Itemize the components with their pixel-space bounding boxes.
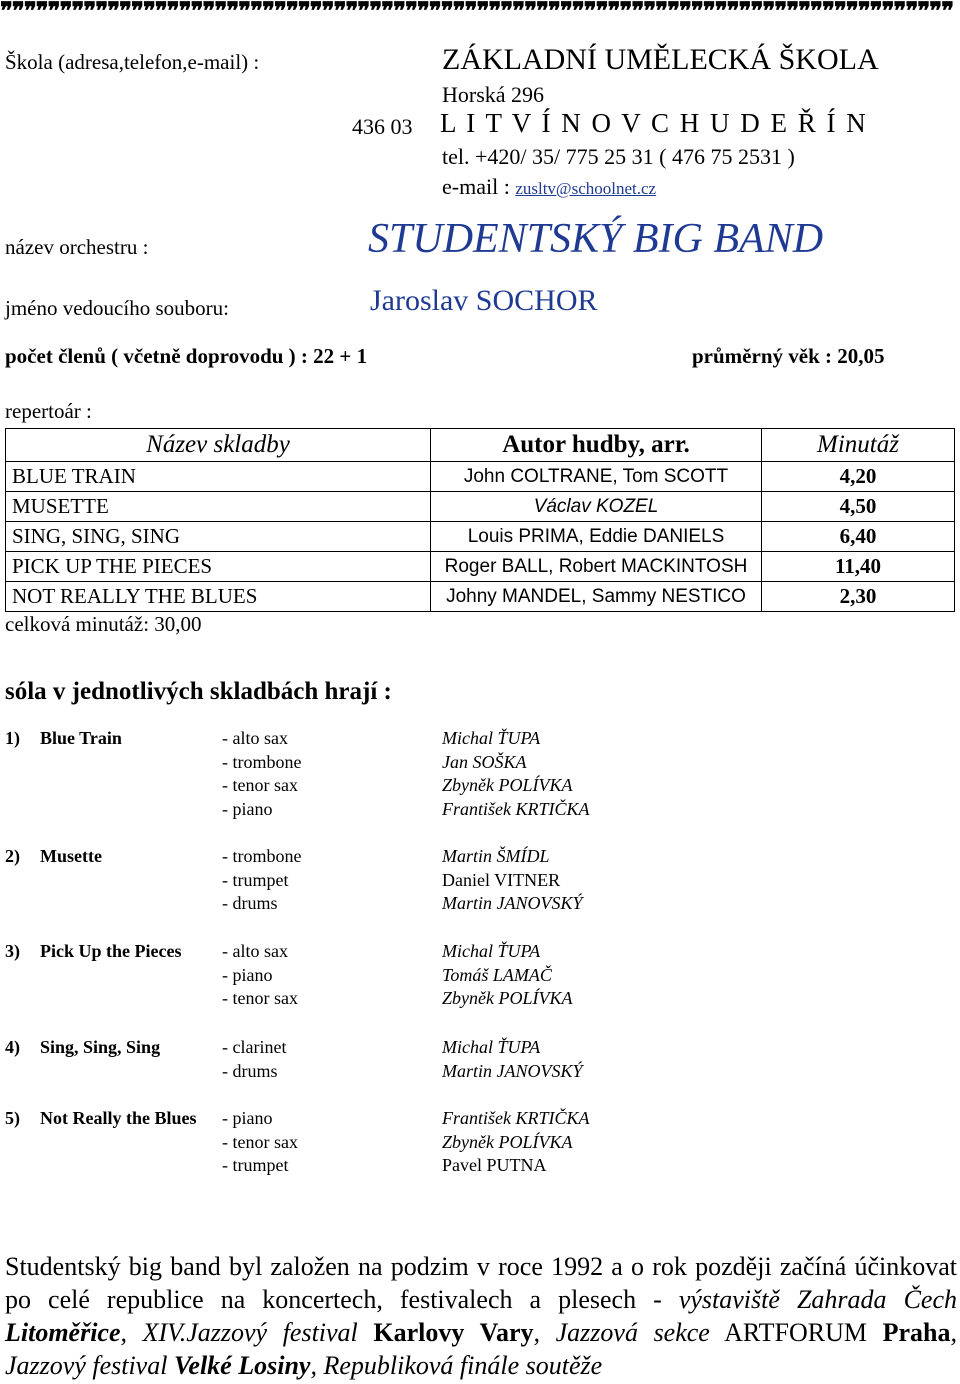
members-label: počet členů ( včetně doprovodu ) : bbox=[5, 344, 308, 368]
solo-player: Martin ŠMÍDL bbox=[442, 846, 550, 866]
solo-instrument: - alto sax bbox=[222, 728, 288, 748]
solo-player: Jan SOŠKA bbox=[442, 752, 527, 772]
song-author: Václav KOZEL bbox=[431, 492, 762, 522]
orchestra-label: název orchestru : bbox=[5, 235, 149, 259]
school-zip: 436 03 bbox=[352, 114, 413, 139]
age-value: 20,05 bbox=[837, 344, 885, 368]
solos-heading: sóla v jednotlivých skladbách hrají : bbox=[5, 678, 392, 705]
song-author: John COLTRANE, Tom SCOTT bbox=[431, 462, 762, 492]
school-name: ZÁKLADNÍ UMĚLECKÁ ŠKOLA bbox=[442, 43, 879, 76]
para-city: Karlovy Vary bbox=[373, 1318, 534, 1347]
total-minutes bbox=[5, 612, 202, 637]
solo-number: 3) bbox=[5, 941, 20, 961]
school-phone: tel. +420/ 35/ 775 25 31 ( 476 75 2531 ) bbox=[442, 144, 795, 169]
solo-instrument: - alto sax bbox=[222, 941, 288, 961]
total-value: 30,00 bbox=[154, 612, 202, 636]
solo-player: Daniel VITNER bbox=[442, 870, 561, 890]
para-venue: výstaviště Zahrada Čech bbox=[678, 1285, 958, 1314]
solo-piece-title: Musette bbox=[40, 846, 102, 866]
solo-player: Zbyněk POLÍVKA bbox=[442, 988, 573, 1008]
header-author: Autor hudby, arr. bbox=[431, 429, 762, 462]
solo-player: Martin JANOVSKÝ bbox=[442, 1061, 583, 1081]
solo-player: Martin JANOVSKÝ bbox=[442, 893, 583, 913]
table-row bbox=[6, 582, 955, 612]
solo-player: Michal ŤUPA bbox=[442, 1037, 541, 1057]
school-street: Horská 296 bbox=[442, 82, 545, 107]
repertoire-label: repertoár : bbox=[5, 399, 92, 423]
solo-piece-title: Not Really the Blues bbox=[40, 1108, 197, 1128]
song-author: Roger BALL, Robert MACKINTOSH bbox=[431, 552, 762, 582]
song-minutes: 6,40 bbox=[762, 522, 955, 552]
email-label: e-mail : bbox=[442, 174, 510, 199]
table-row bbox=[6, 462, 955, 492]
email-link[interactable]: zusltv@schoolnet.cz bbox=[515, 179, 657, 198]
solo-number: 4) bbox=[5, 1037, 20, 1057]
solo-instrument: - drums bbox=[222, 893, 278, 913]
members-count bbox=[5, 344, 367, 369]
school-email-row bbox=[442, 174, 656, 200]
solo-instrument: - tenor sax bbox=[222, 775, 298, 795]
solo-piece-title: Sing, Sing, Sing bbox=[40, 1037, 161, 1057]
solo-player: František KRTIČKA bbox=[442, 1108, 590, 1128]
song-minutes: 4,50 bbox=[762, 492, 955, 522]
para-text: Studentský big band byl založen na podzim v roce 1992 a o rok později začíná účinkovat po celé republice na koncertech, festivalech a plesech - bbox=[5, 1252, 957, 1314]
solo-player: Zbyněk POLÍVKA bbox=[442, 1132, 573, 1152]
para-final: , Republiková finále soutěže bbox=[310, 1351, 603, 1380]
solo-player: Michal ŤUPA bbox=[442, 728, 541, 748]
leader-label: jméno vedoucího souboru: bbox=[5, 296, 229, 320]
solo-instrument: - trombone bbox=[222, 752, 302, 772]
song-minutes: 2,30 bbox=[762, 582, 955, 612]
table-row bbox=[6, 552, 955, 582]
header-title: Název skladby bbox=[6, 429, 431, 462]
members-value: 22 + 1 bbox=[313, 344, 368, 368]
solo-instrument: - tenor sax bbox=[222, 988, 298, 1008]
decorative-border: ❞❞❞❞❞❞❞❞❞❞❞❞❞❞❞❞❞❞❞❞❞❞❞❞❞❞❞❞❞❞❞❞❞❞❞❞❞❞❞❞❞❞❞❞❞❞❞❞❞❞❞❞❞❞❞❞❞❞❞❞❞❞❞❞❞❞❞❞❞❞❞❞❞❞❞❞❞❞❞❞ bbox=[0, 0, 954, 24]
song-title: MUSETTE bbox=[6, 492, 431, 522]
song-title: BLUE TRAIN bbox=[6, 462, 431, 492]
solo-instrument: - piano bbox=[222, 965, 273, 985]
para-section: , Jazzová sekce bbox=[533, 1318, 710, 1347]
song-minutes: 4,20 bbox=[762, 462, 955, 492]
solo-instrument: - trumpet bbox=[222, 1155, 289, 1175]
history-paragraph bbox=[5, 1250, 957, 1382]
song-minutes: 11,40 bbox=[762, 552, 955, 582]
table-row bbox=[6, 492, 955, 522]
orchestra-name: STUDENTSKÝ BIG BAND bbox=[368, 216, 824, 262]
solo-player: Tomáš LAMAČ bbox=[442, 965, 552, 985]
solo-instrument: - piano bbox=[222, 1108, 273, 1128]
total-label: celková minutáž: bbox=[5, 612, 150, 636]
song-title: SING, SING, SING bbox=[6, 522, 431, 552]
table-row bbox=[6, 522, 955, 552]
school-city: L I T V Í N O V C H U D E Ř Í N bbox=[440, 108, 868, 138]
solo-piece-title: Blue Train bbox=[40, 728, 122, 748]
age-label: průměrný věk : bbox=[692, 344, 832, 368]
leader-name: Jaroslav SOCHOR bbox=[370, 284, 598, 317]
para-city: Velké Losiny bbox=[173, 1351, 311, 1380]
average-age bbox=[692, 344, 885, 369]
solo-instrument: - trombone bbox=[222, 846, 302, 866]
repertoire-table bbox=[5, 428, 955, 612]
solo-instrument: - drums bbox=[222, 1061, 278, 1081]
solo-instrument: - tenor sax bbox=[222, 1132, 298, 1152]
song-author: Johny MANDEL, Sammy NESTICO bbox=[431, 582, 762, 612]
song-title: NOT REALLY THE BLUES bbox=[6, 582, 431, 612]
solo-instrument: - clarinet bbox=[222, 1037, 287, 1057]
para-city: Praha bbox=[882, 1318, 951, 1347]
para-city: Litoměřice bbox=[5, 1318, 121, 1347]
solo-instrument: - trumpet bbox=[222, 870, 289, 890]
para-artforum: ARTFORUM bbox=[724, 1318, 867, 1347]
solo-player: Zbyněk POLÍVKA bbox=[442, 775, 573, 795]
song-author: Louis PRIMA, Eddie DANIELS bbox=[431, 522, 762, 552]
solo-number: 5) bbox=[5, 1108, 20, 1128]
para-festival: , XIV.Jazzový festival bbox=[120, 1318, 358, 1347]
para-festival: , Jazzový festival bbox=[5, 1318, 957, 1380]
solo-piece-title: Pick Up the Pieces bbox=[40, 941, 182, 961]
table-header-row bbox=[6, 429, 955, 462]
song-title: PICK UP THE PIECES bbox=[6, 552, 431, 582]
solo-player: Pavel PUTNA bbox=[442, 1155, 547, 1175]
solo-instrument: - piano bbox=[222, 799, 273, 819]
solo-player: Michal ŤUPA bbox=[442, 941, 541, 961]
school-label: Škola (adresa,telefon,e-mail) : bbox=[5, 50, 260, 74]
header-minutes: Minutáž bbox=[762, 429, 955, 462]
solo-player: František KRTIČKA bbox=[442, 799, 590, 819]
solo-number: 2) bbox=[5, 846, 20, 866]
solo-number: 1) bbox=[5, 728, 20, 748]
